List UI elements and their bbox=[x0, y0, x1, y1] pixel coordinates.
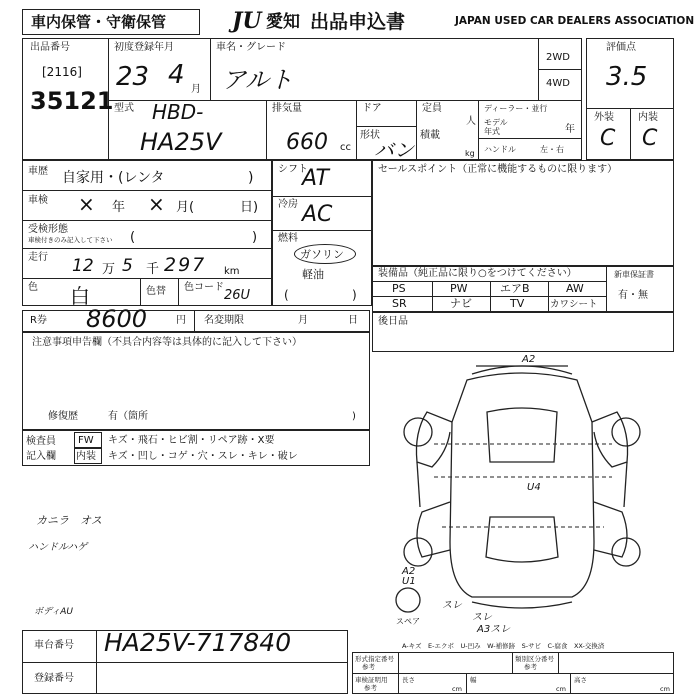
inspection-label: 車検 bbox=[28, 195, 48, 206]
color-label: 色 bbox=[28, 282, 38, 293]
aircon-label: 冷房 bbox=[278, 199, 298, 210]
storage-label: 車内保管・守衛保管 bbox=[31, 13, 167, 31]
registration-year: 23 bbox=[116, 62, 150, 92]
org-name: 愛知 bbox=[266, 12, 300, 32]
damage-mark-u1: U1 bbox=[402, 576, 416, 587]
damage-mark-a3-scratch: A3スレ bbox=[477, 624, 511, 635]
registration-month-suffix: 月 bbox=[191, 84, 201, 95]
interior-defects-label: 内装 bbox=[76, 451, 96, 462]
inspection-year: 年 bbox=[112, 200, 126, 215]
length-unit: cm bbox=[452, 685, 462, 693]
grade-value: 3.5 bbox=[606, 62, 648, 92]
registration-month: 4 bbox=[168, 60, 185, 90]
notes-label: 注意事項申告欄（不具合内容等は具体的に記入して下さい） bbox=[32, 337, 302, 348]
equipment-pw: PW bbox=[450, 282, 468, 295]
mileage-man-unit: 万 bbox=[102, 262, 116, 277]
equipment-sr: SR bbox=[392, 297, 407, 310]
inspector-label-1: 検査員 bbox=[26, 436, 56, 447]
model-year-unit: 年 bbox=[565, 124, 575, 135]
mileage-rest: 297 bbox=[164, 254, 207, 276]
association-name: JAPAN USED CAR DEALERS ASSOCIATION bbox=[455, 15, 695, 27]
handwritten-note-1: カニラ オス bbox=[36, 514, 102, 527]
name-change-month: 月 bbox=[298, 315, 308, 326]
repair-history-value: 有（箇所 bbox=[108, 411, 148, 422]
height-label: 高さ bbox=[574, 676, 587, 684]
width-label: 幅 bbox=[470, 676, 477, 684]
dealer-label: ディーラー・並行 bbox=[484, 104, 548, 113]
chassis-label: 車台番号 bbox=[34, 640, 74, 651]
equipment-aw: AW bbox=[566, 282, 584, 295]
damage-mark-a2-top: A2 bbox=[522, 354, 536, 365]
handle-label: ハンドル bbox=[484, 145, 516, 154]
interior-defects: キズ・凹し・コゲ・穴・スレ・キレ・破レ bbox=[108, 451, 298, 462]
warranty-label: 受検形態 bbox=[28, 224, 68, 235]
drive-2wd: 2WD bbox=[546, 52, 570, 63]
fuel-label: 燃料 bbox=[278, 233, 298, 244]
model-value-line2: HA25V bbox=[140, 128, 222, 156]
mileage-label: 走行 bbox=[28, 252, 48, 263]
category-sub: 参考 bbox=[524, 663, 537, 671]
damage-mark-a2-left: A2 bbox=[402, 566, 416, 577]
exterior-label: 外装 bbox=[594, 112, 614, 123]
displacement-label: 排気量 bbox=[272, 103, 302, 114]
cert-sub: 参考 bbox=[364, 684, 377, 692]
color-value: 白 bbox=[70, 284, 90, 308]
recycle-box bbox=[22, 310, 370, 332]
exterior-grade: C bbox=[600, 126, 616, 151]
mileage-man: 12 bbox=[72, 256, 94, 276]
category-label: 類別区分番号 bbox=[515, 655, 554, 663]
inspector-label-2: 記入欄 bbox=[26, 451, 56, 462]
interior-label: 内装 bbox=[638, 112, 658, 123]
model-label: 型式 bbox=[114, 103, 134, 114]
inspection-month: 月( bbox=[176, 200, 195, 215]
shift-label: シフト bbox=[278, 164, 308, 175]
equipment-label: 装備品（純正品に限り○をつけてください） bbox=[378, 268, 577, 279]
mileage-sen-unit: 千 bbox=[146, 262, 160, 277]
inspection-day: 日) bbox=[240, 200, 259, 215]
warranty-close: ) bbox=[252, 230, 258, 245]
lot-code: [2116] bbox=[42, 65, 82, 79]
fuel-gasoline-circle bbox=[294, 244, 356, 264]
cert-label: 車検証明用 bbox=[355, 676, 388, 684]
car-name-value: アルト bbox=[222, 66, 294, 94]
ju-logo: JU bbox=[232, 8, 262, 34]
document-title: 出品申込書 bbox=[310, 11, 406, 33]
repair-history-label: 修復歴 bbox=[48, 411, 78, 422]
capacity-label: 定員 bbox=[422, 103, 442, 114]
car-damage-diagram bbox=[372, 352, 674, 652]
model-value-line1: HBD- bbox=[152, 100, 204, 124]
fw-label: FW bbox=[78, 435, 94, 446]
equipment-ps: PS bbox=[392, 282, 406, 295]
height-unit: cm bbox=[660, 685, 670, 693]
load-label: 積載 bbox=[420, 130, 440, 141]
registration-label: 初度登録年月 bbox=[114, 42, 174, 53]
body-shape-value: バン bbox=[374, 138, 414, 162]
new-car-warranty-label: 新車保証書 bbox=[614, 270, 654, 279]
history-label: 車歴 bbox=[28, 166, 48, 177]
car-name-label: 車名・グレード bbox=[216, 42, 286, 53]
spare-label: スペア bbox=[396, 617, 420, 626]
doors-label: ドア bbox=[362, 103, 382, 114]
inspection-year-mark: × bbox=[78, 192, 95, 216]
mileage-unit: km bbox=[224, 266, 240, 277]
handle-value: 左・右 bbox=[540, 145, 564, 154]
model-year-label-2: 年式 bbox=[484, 127, 500, 136]
repair-history-close: ) bbox=[352, 411, 356, 422]
type-number-sub: 参考 bbox=[362, 663, 375, 671]
capacity-unit: 人 bbox=[466, 116, 476, 127]
fuel-gasoline: ガソリン bbox=[300, 248, 344, 261]
fuel-diesel: 軽油 bbox=[302, 268, 324, 281]
new-car-warranty-value: 有・無 bbox=[618, 290, 648, 301]
load-unit: kg bbox=[465, 149, 475, 158]
recycle-label: R券 bbox=[30, 315, 47, 326]
mileage-sen: 5 bbox=[122, 256, 133, 276]
fuel-close: ) bbox=[352, 288, 357, 302]
recycle-value: 8600 bbox=[86, 305, 148, 333]
fuel-open: ( bbox=[284, 288, 289, 302]
type-number-label: 形式指定番号 bbox=[355, 655, 394, 663]
chassis-value: HA25V-717840 bbox=[104, 628, 292, 657]
equipment-leather-seat: カワシート bbox=[550, 299, 598, 310]
sales-point-box bbox=[372, 160, 674, 266]
later-items-label: 後日品 bbox=[378, 316, 408, 327]
lot-number: 35121 bbox=[30, 87, 114, 115]
shift-value: AT bbox=[302, 166, 329, 191]
name-change-day: 日 bbox=[348, 315, 358, 326]
interior-grade: C bbox=[642, 126, 658, 151]
warranty-note: 車検付きのみ記入して下さい bbox=[28, 236, 113, 244]
aircon-value: AC bbox=[302, 202, 333, 227]
damage-mark-u4: U4 bbox=[527, 482, 541, 493]
diagram-legend: A-キズ E-エクボ U-凹み W-補修跡 S-サビ C-腐食 XX-交換済 bbox=[402, 642, 605, 650]
equipment-navi: ナビ bbox=[450, 297, 472, 310]
sales-point-label: セールスポイント（正常に機能するものに限ります） bbox=[378, 164, 618, 175]
color-code-value: 26U bbox=[224, 288, 251, 303]
recycle-unit: 円 bbox=[176, 315, 186, 326]
lot-number-label: 出品番号 bbox=[30, 42, 70, 53]
displacement-value: 660 bbox=[286, 130, 328, 155]
length-label: 長さ bbox=[402, 676, 415, 684]
warranty-open: ( bbox=[130, 230, 136, 245]
color-change-label: 色替 bbox=[146, 286, 166, 297]
plate-label: 登録番号 bbox=[34, 673, 74, 684]
damage-mark-scratch-left: スレ bbox=[442, 600, 462, 611]
later-items-box bbox=[372, 312, 674, 352]
history-close: ) bbox=[248, 170, 254, 186]
name-change-label: 名変期限 bbox=[204, 315, 244, 326]
fw-defects: キズ・飛石・ヒビ割・リペア跡・X要 bbox=[108, 435, 275, 446]
drive-4wd: 4WD bbox=[546, 78, 570, 89]
equipment-airbag: エアB bbox=[500, 282, 530, 295]
history-value: 自家用・(レンタ bbox=[62, 170, 165, 186]
model-year-label-1: モデル bbox=[484, 118, 508, 127]
grade-label: 評価点 bbox=[606, 42, 636, 53]
handwritten-note-2: ハンドルハゲ bbox=[28, 542, 88, 553]
body-shape-label: 形状 bbox=[360, 130, 380, 141]
handwritten-note-3: ボディAU bbox=[34, 607, 74, 617]
inspection-month-mark: × bbox=[148, 192, 165, 216]
displacement-unit: cc bbox=[340, 142, 351, 153]
damage-mark-scratch-rear: スレ bbox=[472, 612, 492, 623]
width-unit: cm bbox=[556, 685, 566, 693]
equipment-tv: TV bbox=[510, 297, 525, 310]
color-code-label: 色コード bbox=[184, 282, 224, 293]
